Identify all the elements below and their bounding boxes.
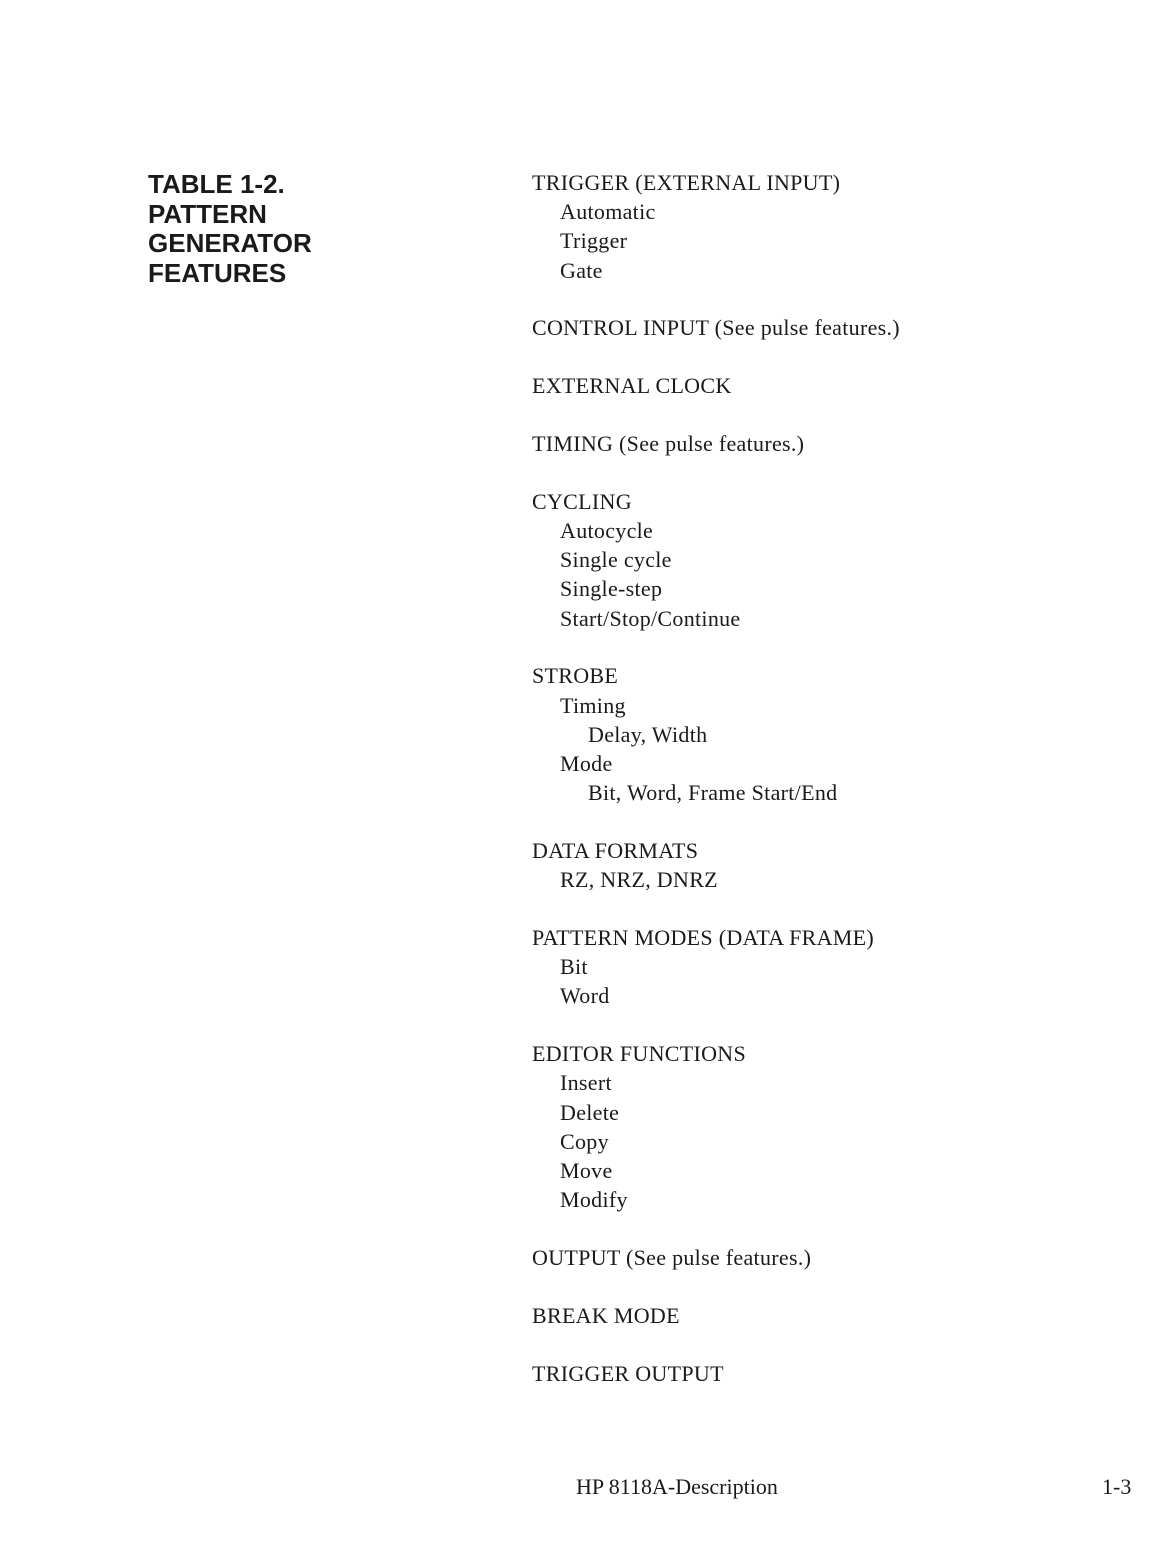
footer-doc-label: HP 8118A-Description	[576, 1474, 778, 1499]
table-title-line: FEATURES	[148, 257, 287, 288]
feature-item: Timing	[560, 692, 626, 718]
feature-item: Automatic	[560, 199, 656, 225]
feature-section	[532, 168, 1132, 285]
feature-heading: EXTERNAL CLOCK	[532, 373, 732, 399]
feature-item: Start/Stop/Continue	[560, 605, 741, 631]
feature-item: RZ, NRZ, DNRZ	[560, 867, 718, 893]
feature-item: Move	[560, 1158, 613, 1184]
feature-item: Gate	[560, 257, 603, 283]
table-title-line: TABLE 1-2.	[148, 169, 285, 199]
feature-section	[532, 661, 1132, 807]
feature-heading: TRIGGER OUTPUT	[532, 1360, 724, 1386]
feature-list	[532, 168, 1132, 1416]
feature-item: Single-step	[560, 576, 663, 602]
feature-section	[532, 429, 1132, 458]
table-title-line: PATTERN	[148, 198, 267, 229]
feature-section	[532, 1301, 1132, 1330]
feature-item: Autocycle	[560, 518, 654, 543]
page-number: 1-3	[1102, 1474, 1132, 1499]
feature-heading: TRIGGER (EXTERNAL INPUT)	[532, 170, 841, 195]
feature-heading: PATTERN MODES (DATA FRAME)	[532, 925, 874, 951]
feature-section	[532, 371, 1132, 400]
feature-item: Single cycle	[560, 547, 672, 573]
feature-item: Insert	[560, 1070, 612, 1096]
feature-section	[532, 1359, 1132, 1388]
feature-item: Bit	[560, 954, 588, 980]
feature-item: Trigger	[560, 228, 628, 254]
feature-heading: CYCLING	[532, 488, 632, 514]
feature-item: Bit, Word, Frame Start/End	[588, 780, 838, 806]
feature-section	[532, 313, 1132, 342]
feature-section	[532, 1243, 1132, 1272]
feature-heading: EDITOR FUNCTIONS	[532, 1041, 747, 1067]
feature-section	[532, 1039, 1132, 1214]
feature-heading: OUTPUT (See pulse features.)	[532, 1245, 812, 1271]
feature-heading: TIMING (See pulse features.)	[532, 431, 805, 456]
table-title	[148, 170, 312, 288]
feature-item: Modify	[560, 1187, 628, 1213]
table-title-line: GENERATOR	[148, 228, 312, 258]
feature-item: Delay, Width	[588, 721, 708, 747]
feature-item: Copy	[560, 1128, 609, 1154]
feature-heading: BREAK MODE	[532, 1302, 680, 1328]
feature-heading: STROBE	[532, 663, 619, 689]
feature-section	[532, 487, 1132, 633]
feature-section	[532, 923, 1132, 1011]
feature-item: Mode	[560, 751, 613, 777]
feature-heading: DATA FORMATS	[532, 838, 699, 864]
feature-section	[532, 836, 1132, 894]
feature-item: Delete	[560, 1099, 620, 1125]
feature-heading: CONTROL INPUT (See pulse features.)	[532, 315, 900, 341]
feature-item: Word	[560, 983, 610, 1009]
